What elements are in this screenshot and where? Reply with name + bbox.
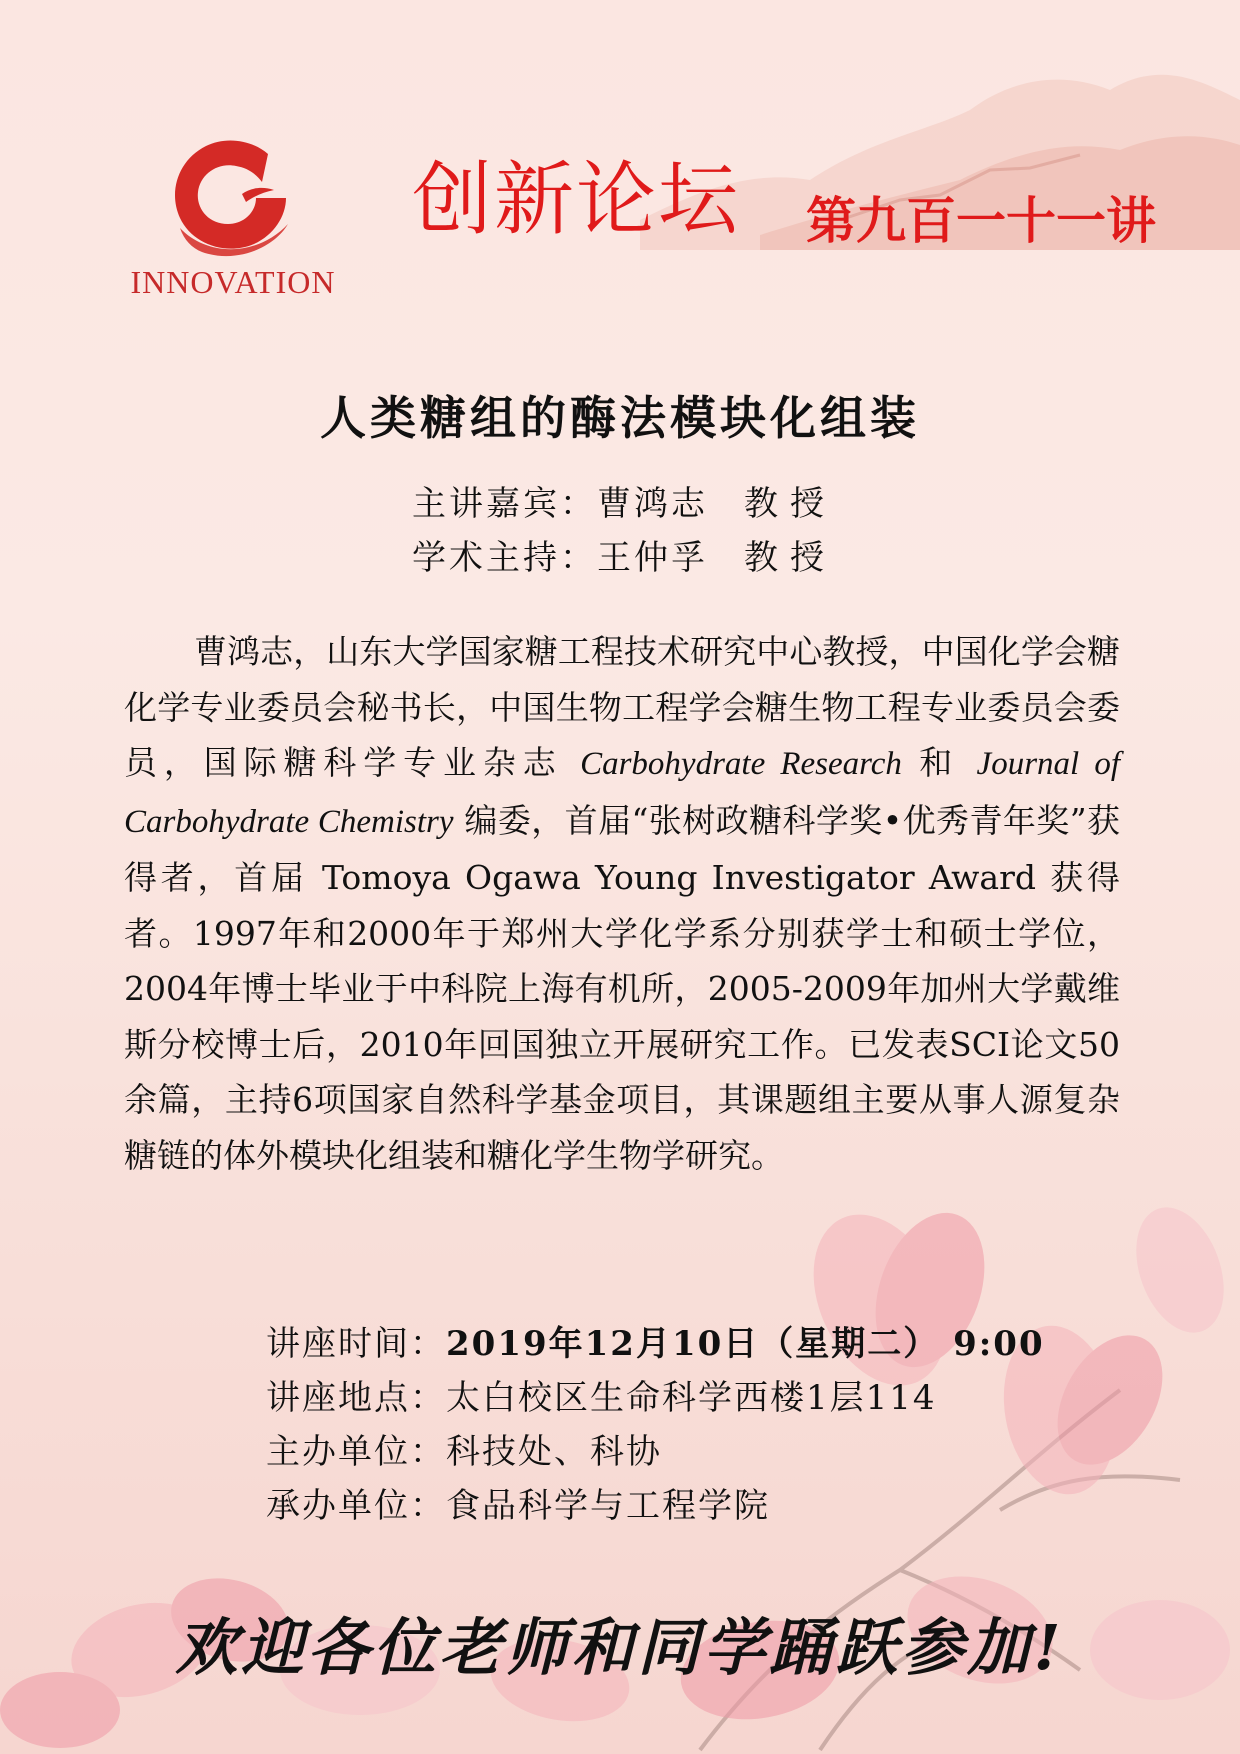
forum-title: 创新论坛 xyxy=(412,153,740,246)
host-unit-label: 承办单位： xyxy=(266,1486,446,1526)
info-host-unit xyxy=(266,1478,770,1527)
host-line xyxy=(412,530,836,579)
time-label: 讲座时间： xyxy=(266,1324,446,1364)
info-time xyxy=(266,1316,1045,1365)
speaker-title: 教授 xyxy=(744,484,836,524)
info-organizer xyxy=(266,1424,662,1473)
organizer-value: 科技处、科协 xyxy=(446,1432,662,1472)
innovation-logo xyxy=(118,132,348,302)
bio-text-1: 曹鸿志，山东大学国家糖工程技术研究中心教授，中国化学会糖化学专业委员会秘书长，中国生物工程学会糖生物工程专业委员会委员，国际糖科学专业杂志 xyxy=(124,632,1120,782)
lecture-number: 第九百一十一讲 xyxy=(806,192,1156,250)
journal-name-1: Carbohydrate Research xyxy=(580,746,902,782)
place-label: 讲座地点： xyxy=(266,1378,446,1418)
organizer-label: 主办单位： xyxy=(266,1432,446,1472)
journal-name-2: Journal of Carbohydrate Chemistry xyxy=(124,746,1121,840)
host-label: 学术主持： xyxy=(412,538,597,578)
welcome-message: 欢迎各位老师和同学踊跃参加! xyxy=(175,1611,1065,1684)
time-value: 2019年12月10日（星期二） 9:00 xyxy=(446,1324,1045,1364)
talk-title: 人类糖组的酶法模块化组装 xyxy=(320,391,920,445)
speaker-label: 主讲嘉宾： xyxy=(412,484,597,524)
bio-paragraph xyxy=(124,624,1120,1183)
bio-text-3: 编委，首届“张树政糖科学奖•优秀青年奖”获得者，首届 Tomoya Ogawa Young Investigator Award 获得者。1997年和2000年于郑州大学化学系分别获学士和硕士学位，2004年博士毕业于中科院上海有机所，2005-2009年加州大学戴维斯分校博士后，2010年回国独立开展研究工作。已发表SCI论文50余篇，主持6项国家自然科学基金项目，其课题组主要从事人源复杂糖链的体外模块化组装和糖化学生物学研究。 xyxy=(124,800,1120,1175)
bio-text-2: 和 xyxy=(901,743,977,782)
innovation-swirl-icon xyxy=(156,132,306,262)
info-place xyxy=(266,1370,937,1419)
speaker-bio xyxy=(124,624,1120,1183)
host-unit-value: 食品科学与工程学院 xyxy=(446,1486,770,1526)
host-title: 教授 xyxy=(744,538,836,578)
place-value: 太白校区生命科学西楼1层114 xyxy=(446,1378,937,1418)
logo-text: INNOVATION xyxy=(130,264,336,300)
host-name: 王仲孚 xyxy=(597,538,708,578)
speaker-line xyxy=(412,476,836,525)
speaker-name: 曹鸿志 xyxy=(597,484,708,524)
